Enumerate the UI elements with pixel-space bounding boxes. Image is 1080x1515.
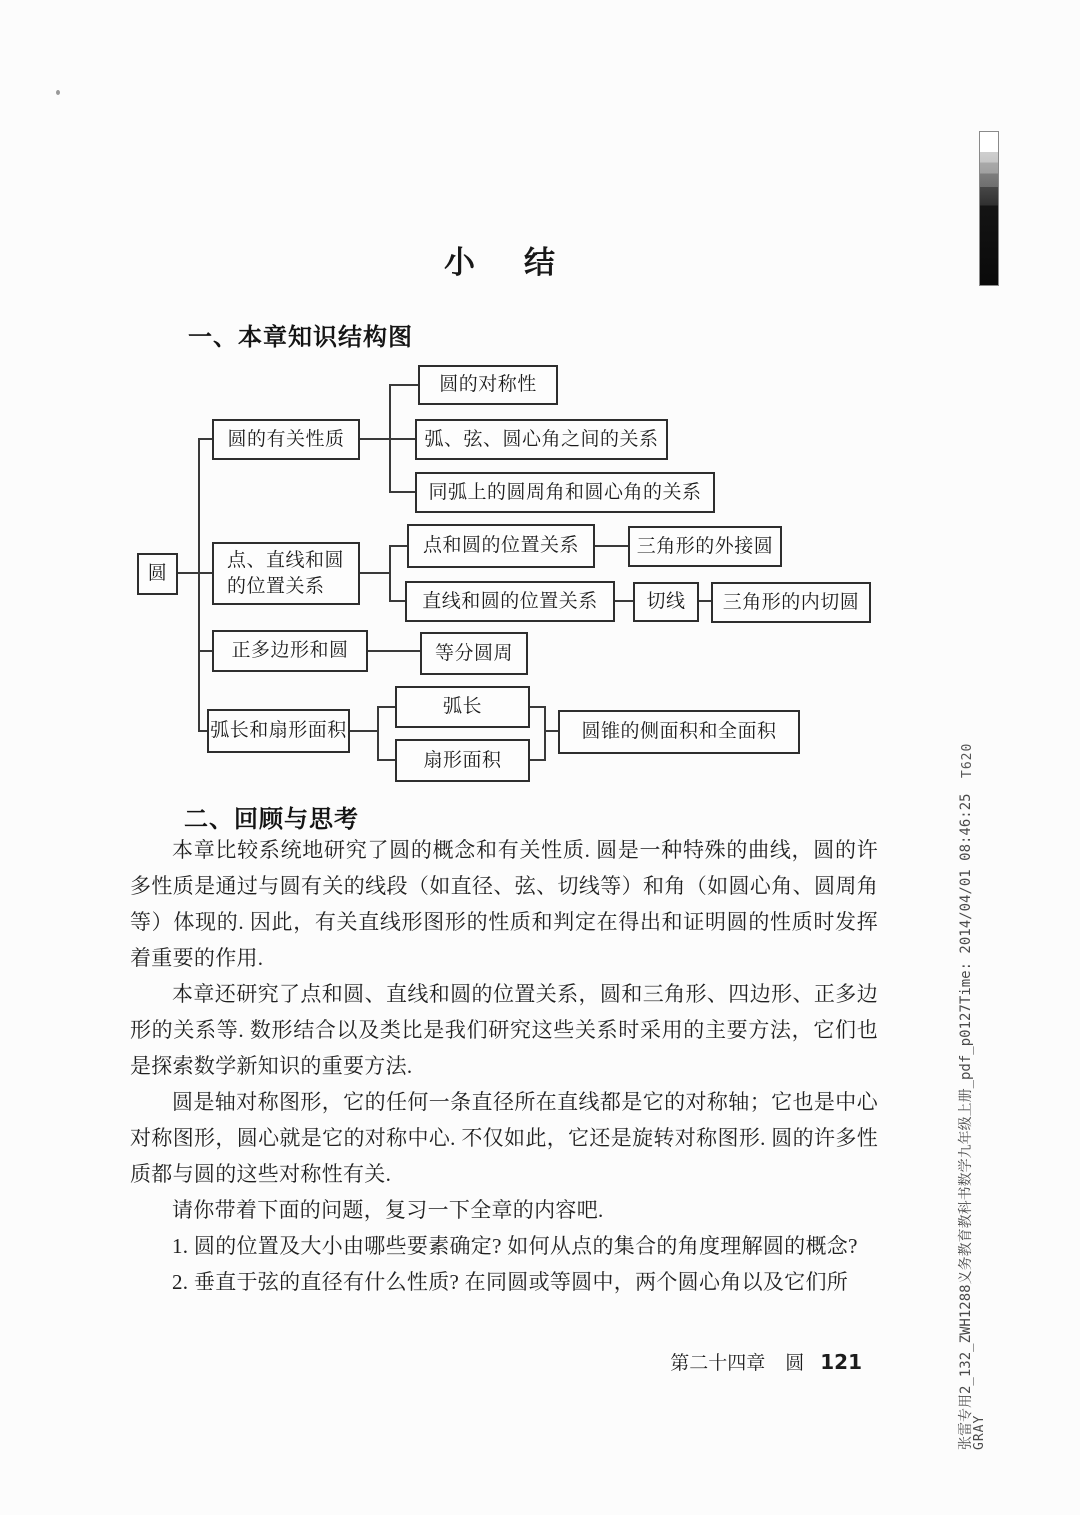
connector <box>377 759 395 761</box>
node-arc-chord-central-angle: 弧、弦、圆心角之间的关系 <box>415 419 668 460</box>
node-line-circle-position: 直线和圆的位置关系 <box>405 581 615 622</box>
connector <box>544 730 558 732</box>
connector <box>389 384 391 492</box>
connector <box>350 730 378 732</box>
node-point-line-circle-positions: 点、直线和圆的位置关系 <box>212 542 360 605</box>
connector <box>198 730 207 732</box>
connector <box>360 438 415 440</box>
connector <box>699 600 711 602</box>
scan-speck <box>56 90 60 95</box>
connector <box>368 650 420 652</box>
node-circle-properties: 圆的有关性质 <box>212 419 360 460</box>
connector <box>178 572 212 574</box>
connector <box>615 600 633 602</box>
connector <box>389 384 418 386</box>
node-inscribed-central-angle: 同弧上的圆周角和圆心角的关系 <box>415 472 715 513</box>
node-cone-surface-area: 圆锥的侧面积和全面积 <box>558 710 800 754</box>
connector <box>360 572 390 574</box>
node-point-circle-position: 点和圆的位置关系 <box>407 524 595 568</box>
node-symmetry: 圆的对称性 <box>418 365 558 405</box>
margin-code: T620 <box>960 742 975 778</box>
margin-gray-label: GRAY <box>972 1414 987 1450</box>
paragraph: 本章还研究了点和圆、直线和圆的位置关系，圆和三角形、四边形、正多边形的关系等. 数形结合以及类比是我们研究这些关系时采用的主要方法，它们也是探索数学新知识的重要方法. <box>130 982 878 1078</box>
section2-heading: 二、回顾与思考 <box>184 806 359 833</box>
grayscale-calibration-bar <box>979 131 999 286</box>
node-tangent: 切线 <box>633 582 699 622</box>
node-sector-area: 扇形面积 <box>395 739 530 782</box>
paragraph: 本章比较系统地研究了圆的概念和有关性质. 圆是一种特殊的曲线，圆的许多性质是通过与圆有关的线段（如直径、弦、切线等）和角（如圆心角、圆周角等）体现的. 因此，有关直线形图形的性质和判定在得出和证明圆的性质时发挥着重要的作用. <box>130 838 878 970</box>
connector <box>595 545 628 547</box>
node-arc-length: 弧长 <box>395 686 530 728</box>
connector <box>198 650 212 652</box>
node-circle: 圆 <box>137 553 178 595</box>
node-divide-circle: 等分圆周 <box>420 632 528 675</box>
review-text <box>130 832 878 1300</box>
page-footer <box>130 1348 862 1375</box>
node-inscribed-circle: 三角形的内切圆 <box>711 582 871 623</box>
connector <box>389 545 391 602</box>
footer-chapter: 第二十四章 <box>670 1353 766 1374</box>
margin-watermark: 张雷专用2_132_ZWH1288义务教育教科书数学九年级上册_pdf_p0127Time: 2014/04/01 08:46:25 <box>958 793 974 1450</box>
footer-page-number: 121 <box>820 1350 862 1374</box>
node-arc-sector: 弧长和扇形面积 <box>207 709 350 753</box>
connector <box>377 706 395 708</box>
paragraph: 圆是轴对称图形，它的任何一条直径所在直线都是它的对称轴；它也是中心对称图形，圆心就是它的对称中心. 不仅如此，它还是旋转对称图形. 圆的许多性质都与圆的这些对称性有关. <box>130 1090 878 1186</box>
connector <box>198 438 212 440</box>
question-item: 1. 圆的位置及大小由哪些要素确定? 如何从点的集合的角度理解圆的概念? <box>172 1234 858 1258</box>
question-item: 2. 垂直于弦的直径有什么性质? 在同圆或等圆中，两个圆心角以及它们所 <box>172 1270 849 1294</box>
connector <box>198 438 200 732</box>
node-regular-polygon: 正多边形和圆 <box>212 630 368 672</box>
node-circumscribed-circle: 三角形的外接圆 <box>628 526 782 567</box>
connector <box>544 706 546 761</box>
footer-subject: 圆 <box>785 1353 805 1374</box>
connector <box>377 706 379 761</box>
connector <box>389 545 407 547</box>
connector <box>389 600 405 602</box>
section1-heading: 一、本章知识结构图 <box>188 324 413 351</box>
paragraph: 请你带着下面的问题，复习一下全章的内容吧. <box>172 1198 604 1222</box>
page-title: 小 结 <box>444 245 564 280</box>
connector <box>389 491 415 493</box>
